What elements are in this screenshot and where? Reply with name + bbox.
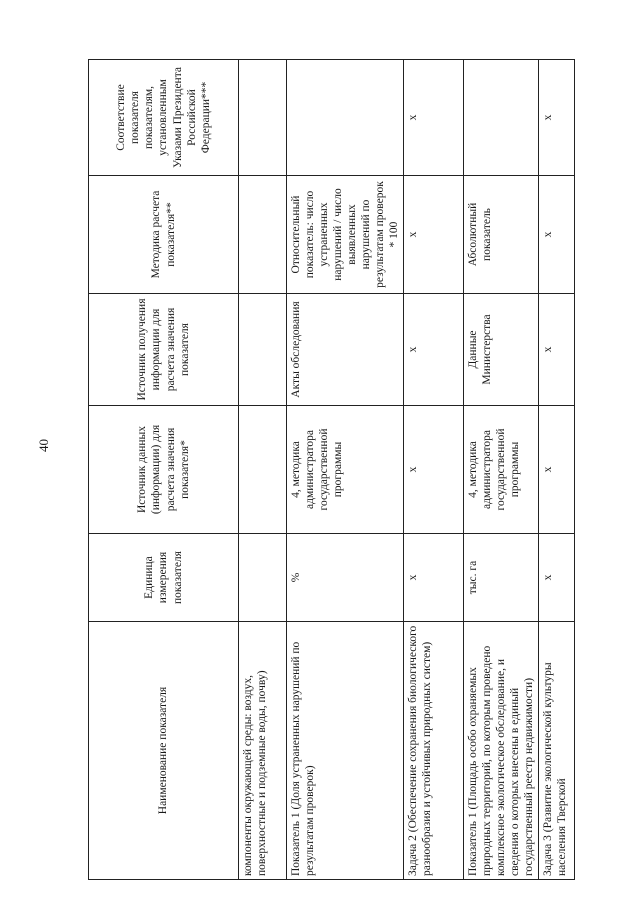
cell-data-source: 4, методика администратора государственной программы — [287, 406, 404, 534]
cell-info-source: Данные Министерства — [464, 294, 539, 406]
cell-compliance: х — [404, 60, 464, 176]
cell-compliance — [464, 60, 539, 176]
header-info-source: Источник получения информации для расчета значения показателя — [89, 294, 239, 406]
cell-info-source: х — [539, 294, 575, 406]
header-data-source: Источник данных (информации) для расчета значения показателя* — [89, 406, 239, 534]
cell-method: Относительный показатель: число устраненных нарушений / число выявленных нарушений по результатам проверок * 100 — [287, 176, 404, 294]
header-compliance: Соответствие показателя показателям, установленным Указами Президента Российской Федерации*** — [89, 60, 239, 176]
cell-name: Задача 2 (Обеспечение сохранения биологического разнообразия и устойчивых природных систем) — [404, 622, 464, 880]
cell-info-source: Акты обследования — [287, 294, 404, 406]
page-number: 40 — [36, 439, 51, 452]
cell-compliance: х — [539, 60, 575, 176]
cell-unit — [239, 534, 287, 622]
table-row — [239, 60, 287, 880]
cell-unit: х — [539, 534, 575, 622]
cell-compliance — [287, 60, 404, 176]
header-unit: Единица измерения показателя — [89, 534, 239, 622]
cell-name: Задача 3 (Развитие экологической культуры населения Тверской — [539, 622, 575, 880]
cell-method: х — [404, 176, 464, 294]
cell-compliance — [239, 60, 287, 176]
header-indicator-name: Наименование показателя — [89, 622, 239, 880]
table-row — [287, 60, 404, 880]
table-row — [539, 60, 575, 880]
indicators-table — [88, 59, 575, 880]
cell-data-source: х — [539, 406, 575, 534]
cell-data-source: х — [404, 406, 464, 534]
cell-method: х — [539, 176, 575, 294]
cell-data-source — [239, 406, 287, 534]
cell-unit: % — [287, 534, 404, 622]
cell-method — [239, 176, 287, 294]
table-row — [404, 60, 464, 880]
table-header-row — [89, 60, 239, 880]
cell-name: Показатель 1 (Площадь особо охраняемых природных территорий, по которым проведено комплексное экологическое обследование, и сведения о которых внесены в единый государственный реестр недвижимости) — [464, 622, 539, 880]
table-row — [464, 60, 539, 880]
cell-unit: х — [404, 534, 464, 622]
cell-info-source: х — [404, 294, 464, 406]
cell-unit: тыс. га — [464, 534, 539, 622]
cell-info-source — [239, 294, 287, 406]
cell-name: компоненты окружающей среды: воздух, поверхностные и подземные воды, почву) — [239, 622, 287, 880]
rotated-table-container — [88, 60, 569, 880]
header-method: Методика расчета показателя** — [89, 176, 239, 294]
cell-data-source: 4, методика администратора государственной программы — [464, 406, 539, 534]
cell-method: Абсолютный показатель — [464, 176, 539, 294]
cell-name: Показатель 1 (Доля устраненных нарушений по результатам проверок) — [287, 622, 404, 880]
